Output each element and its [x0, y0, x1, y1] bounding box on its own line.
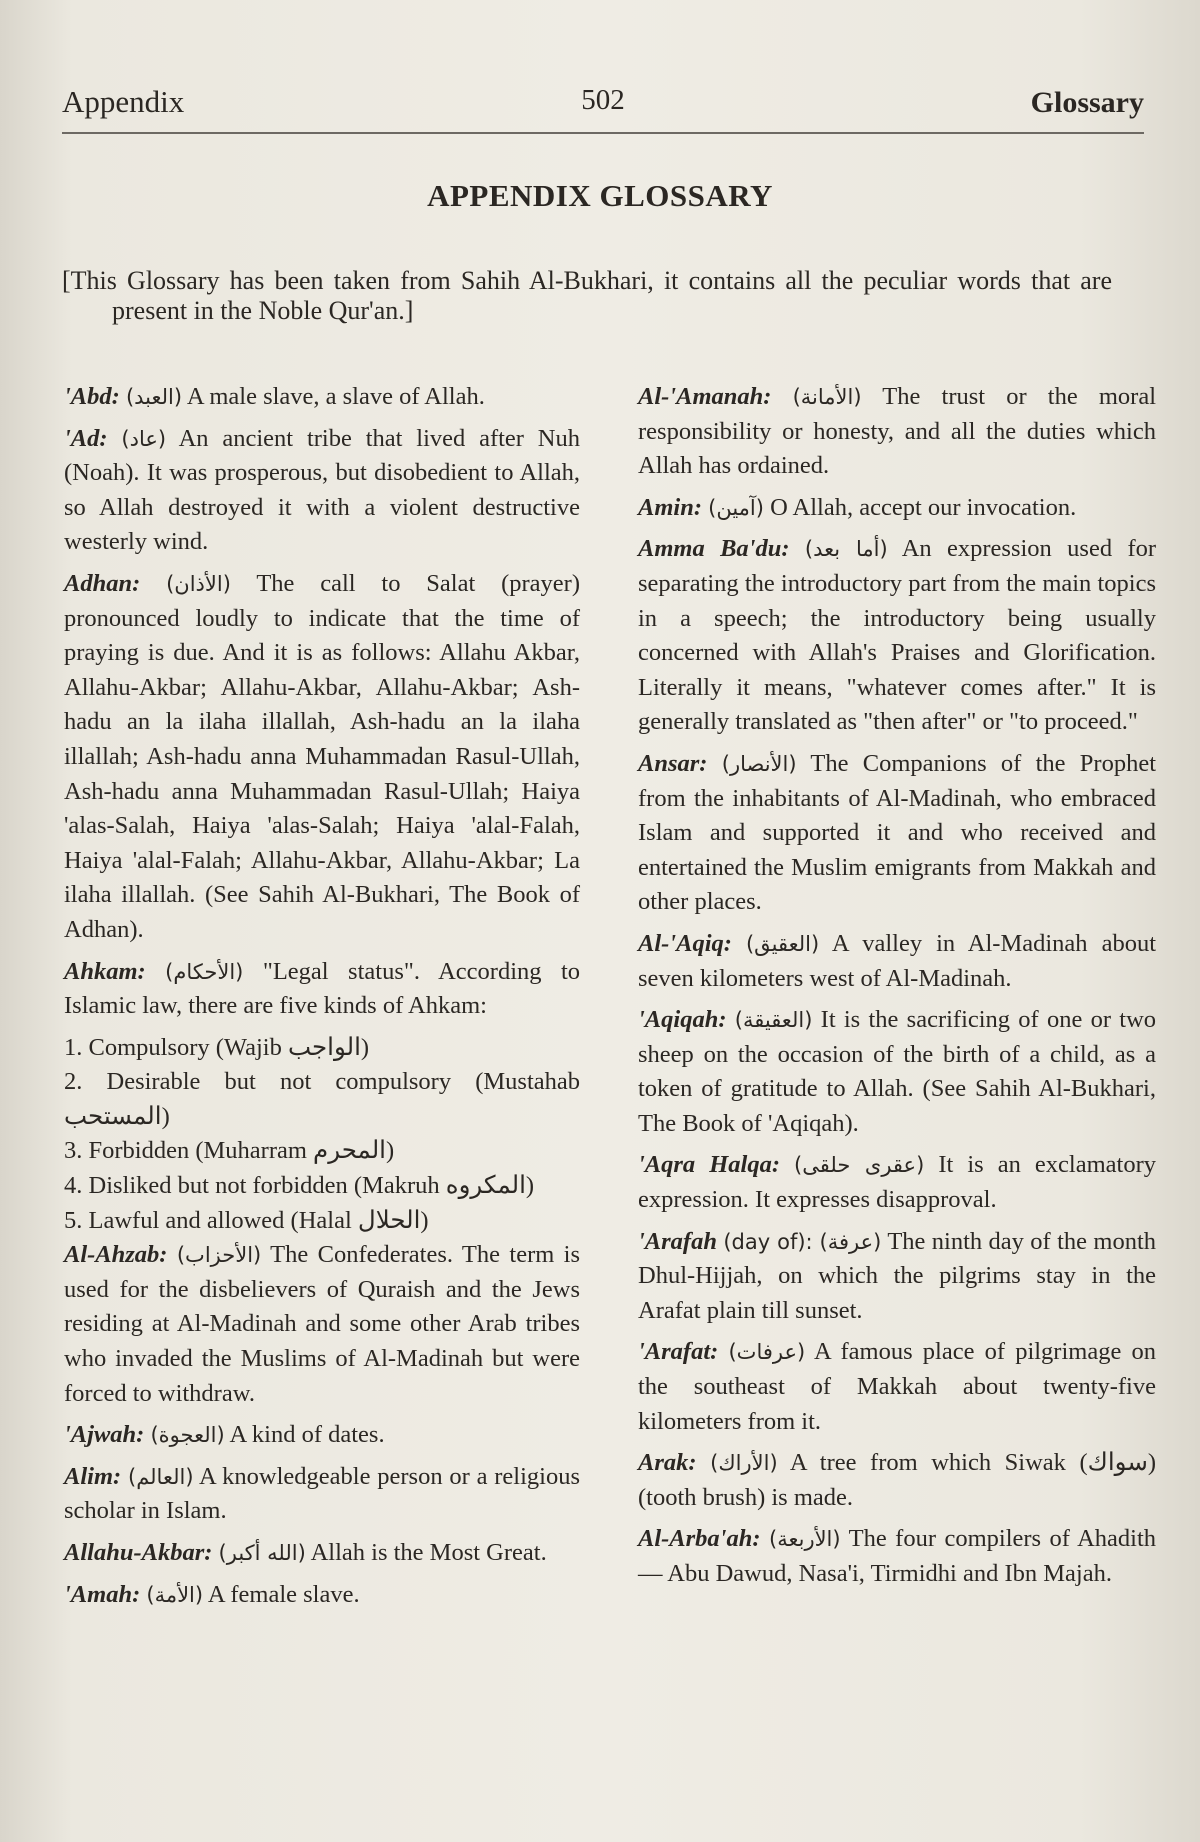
page-number: 502 [581, 84, 625, 116]
glossary-definition: A male slave, a slave of Allah. [186, 383, 485, 410]
arabic-term: (الأذان) [166, 571, 231, 596]
arabic-term: (العقيق) [745, 931, 820, 956]
glossary-entry [64, 422, 580, 560]
glossary-entry [64, 1418, 580, 1453]
arabic-term: (day of): (عرفة) [723, 1229, 882, 1254]
glossary-definition: An ancient tribe that lived after Nuh (Noah). It was prosperous, but disobedient to Allah, so Allah destroyed it with a violent destructive westerly wind. [64, 424, 581, 556]
glossary-entry [638, 1003, 1156, 1141]
glossary-definition: Allah is the Most Great. [310, 1539, 547, 1566]
arabic-term: (الله أكبر) [218, 1541, 306, 1565]
glossary-term: Ahkam: [64, 957, 146, 985]
glossary-term: Al-Ahzab: [64, 1241, 168, 1269]
glossary-definition: A female slave. [207, 1580, 360, 1608]
arabic-term: (العالم) [127, 1464, 194, 1489]
glossary-definition: It is an exclamatory expression. It expresses disapproval. [638, 1151, 1156, 1214]
glossary-term: Adhan: [64, 569, 141, 597]
glossary-definition: The ninth day of the month Dhul-Hijjah, on which the pilgrims stay in the Arafat plain till sunset. [638, 1227, 1157, 1324]
glossary-term: 'Ad: [64, 424, 108, 452]
glossary-entry [638, 491, 1156, 526]
arabic-term: (العبد) [125, 385, 183, 409]
glossary-entry [64, 1238, 580, 1411]
header-left: Appendix [62, 84, 185, 119]
glossary-definition: A valley in Al-Madinah about seven kilometers west of Al-Madinah. [638, 929, 1156, 992]
glossary-entry [638, 1225, 1156, 1329]
glossary-definition: The four compilers of Ahadith — Abu Dawud, Nasa'i, Tirmidhi and Ibn Majah. [638, 1525, 1156, 1587]
glossary-entry [638, 532, 1156, 740]
glossary-term: Alim: [64, 1462, 122, 1490]
glossary-definition: The Confederates. The term is used for the disbelievers of Quraish and the Jews residing at Al-Madinah and some other Arab tribes who invaded the Muslims of Al-Madinah but were forced to withdraw. [64, 1241, 580, 1407]
glossary-term: Al-'Amanah: [638, 383, 772, 410]
glossary-definition: A knowledgeable person or a religious scholar in Islam. [64, 1462, 581, 1525]
glossary-term: 'Aqra Halqa: [638, 1151, 780, 1179]
arabic-term: (عاد) [121, 426, 167, 451]
glossary-entry [638, 747, 1156, 920]
left-column [64, 380, 580, 1619]
arabic-term: (الأمانة) [792, 385, 862, 409]
glossary-definition: An expression used for separating the introductory part from the main topics in a speech; the introductory being usually concerned with Allah's Praises and Glorification. Literally it means, "whatever comes after." It is generally translated as "then after" or "to proceed." [638, 535, 1157, 736]
glossary-entry [64, 1065, 580, 1134]
glossary-definition: The trust or the moral responsibility or honesty, and all the duties which Allah has ordained. [638, 383, 1157, 480]
intro-note: [This Glossary has been taken from Sahih Al-Bukhari, it contains all the peculiar words that are present in the Noble Qur'an.] [62, 266, 1112, 325]
glossary-definition: A tree from which Siwak (سواك) (tooth brush) is made. [638, 1449, 1157, 1511]
glossary-definition: 2. Desirable but not compulsory (Mustahab المستحب) [64, 1068, 580, 1130]
arabic-term: (أما بعد) [804, 537, 888, 562]
arabic-term: (الأمة) [146, 1582, 204, 1607]
arabic-term: (الأربعة) [769, 1527, 841, 1552]
arabic-term: (عرفات) [728, 1340, 806, 1365]
arabic-term: (العجوة) [150, 1423, 225, 1448]
glossary-entry [638, 1446, 1156, 1515]
arabic-term: (آمين) [708, 495, 764, 520]
glossary-definition: It is the sacrificing of one or two sheep on the occasion of the birth of a child, as a token of gratitude to Allah. (See Sahih Al-Bukhari, The Book of 'Aqiqah). [638, 1006, 1157, 1137]
glossary-definition: A famous place of pilgrimage on the southeast of Makkah about twenty-five kilometers from it. [638, 1338, 1156, 1435]
glossary-entry [638, 1148, 1156, 1217]
arabic-term: (الأحكام) [165, 959, 244, 984]
glossary-term: Al-Arba'ah: [638, 1525, 761, 1553]
glossary-term: 'Ajwah: [64, 1421, 145, 1449]
glossary-entry [64, 1169, 580, 1204]
glossary-definition: The call to Salat (prayer) pronounced loudly to indicate that the time of praying is due. And it is as follows: Allahu Akbar, Allahu-Akbar; Allahu-Akbar, Allahu-Akbar; Ash-hadu an la ilaha illallah, Ash-hadu an la ilaha illallah; Ash-hadu anna Muhammadan Rasul-Ullah, Ash-hadu anna Muhammadan Rasul-Ullah; Haiya 'alas-Salah, Haiya 'alas-Salah; Haiya 'alal-Falah, Haiya 'alal-Falah; Allahu-Akbar, Allahu-Akbar; La ilaha illallah. (See Sahih Al-Bukhari, The Book of Adhan). [64, 569, 580, 943]
glossary-entry [638, 927, 1156, 996]
glossary-entry [638, 380, 1156, 484]
arabic-term: (الأراك) [710, 1451, 778, 1476]
running-head [62, 84, 1144, 134]
glossary-term: Allahu-Akbar: [64, 1539, 213, 1566]
glossary-entry [64, 1578, 580, 1613]
glossary-entry [64, 380, 580, 415]
arabic-term: (عقرى حلقى) [794, 1153, 925, 1178]
glossary-entry [64, 1460, 580, 1529]
arabic-term: (العقيقة) [734, 1008, 813, 1033]
glossary-entry [638, 1335, 1156, 1439]
glossary-definition: 4. Disliked but not forbidden (Makruh المكروه) [64, 1172, 535, 1200]
glossary-definition: 1. Compulsory (Wajib الواجب) [64, 1033, 370, 1061]
glossary-definition: "Legal status". According to Islamic law, there are five kinds of Ahkam: [64, 957, 581, 1020]
glossary-term: Arak: [638, 1449, 697, 1477]
glossary-definition: 5. Lawful and allowed (Halal الحلال) [64, 1206, 429, 1234]
glossary-entry [64, 1134, 580, 1169]
glossary-entry [638, 1522, 1156, 1591]
glossary-term: 'Abd: [64, 383, 120, 410]
glossary-entry [64, 1536, 580, 1571]
header-right: Glossary [1030, 86, 1144, 119]
arabic-term: (الأحزاب) [176, 1243, 262, 1268]
page-title: APPENDIX GLOSSARY [427, 178, 773, 213]
glossary-term: Amma Ba'du: [638, 535, 790, 563]
glossary-entry [64, 1031, 580, 1066]
glossary-term: 'Arafat: [638, 1338, 719, 1366]
glossary-definition: 3. Forbidden (Muharram المحرم) [64, 1137, 395, 1165]
glossary-definition: A kind of dates. [229, 1421, 385, 1449]
glossary-term: 'Aqiqah: [638, 1006, 727, 1034]
right-column [638, 380, 1156, 1599]
glossary-entry [64, 567, 580, 948]
glossary-term: Ansar: [638, 749, 708, 777]
glossary-term: 'Amah: [64, 1580, 141, 1608]
glossary-definition: The Companions of the Prophet from the inhabitants of Al-Madinah, who embraced Islam and supported it and who received and entertained the Muslim emigrants from Makkah and other places. [638, 749, 1157, 916]
glossary-definition: O Allah, accept our invocation. [770, 493, 1077, 521]
glossary-entry [64, 955, 580, 1024]
glossary-entry [64, 1204, 580, 1239]
glossary-term: 'Arafah [638, 1227, 717, 1255]
arabic-term: (الأنصار) [721, 751, 797, 776]
glossary-term: Amin: [638, 493, 702, 521]
glossary-term: Al-'Aqiq: [638, 929, 732, 957]
